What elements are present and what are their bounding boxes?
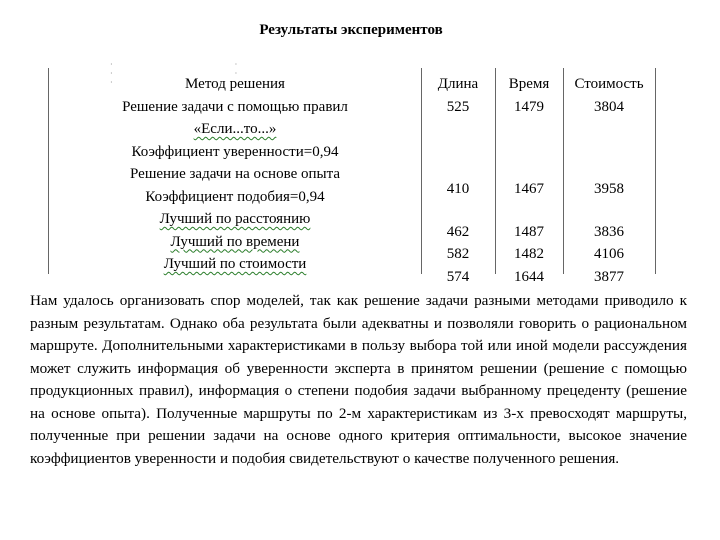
paragraph-text: Нам удалось организовать спор моделей, так как решение задачи разными методами приводило к разным результатам. Однако оба результата были адекватны и позволяли говорить о рациональном маршруте. Дополнительными характеристиками в пользу выбора той или иной модели рассуждения может служить информация об уверенности эксперта в принятом решении (решение с помощью продукционных правил), информация о степени подобия задачи выбранному прецеденту (решение на основе опыта). Полученные маршруты по 2-м характеристикам из 3-х превосходят маршруты, полученные при решении задачи на основе одного критерия оптимальности, высокое значение коэффициентов уверенности и подобия свидетельствуют о качестве полученного решения. (30, 292, 687, 467)
table-cell-time: 1479 (514, 98, 544, 115)
scan-artifact: · · · · · (110, 60, 298, 87)
page-title: Результаты экспериментов (259, 22, 443, 38)
time-column (495, 73, 563, 288)
column-header-method: Метод решения (185, 76, 285, 92)
table-cell-time: 1482 (514, 246, 544, 262)
column-header-cost: Стоимость (574, 76, 644, 92)
table-cell-cost: 3877 (594, 268, 624, 285)
table-cell-method: Коэффициент уверенности=0,94 (131, 143, 339, 160)
method-column (60, 73, 410, 276)
table-cell-length: 574 (446, 268, 470, 285)
table-cell-method: Лучший по времени (170, 233, 300, 250)
table-cell-cost: 3836 (594, 223, 624, 240)
table-cell-time: 1487 (514, 223, 544, 240)
table-cell-length: 525 (446, 98, 470, 115)
table-border-right (655, 68, 656, 274)
table-cell-method: «Если...то...» (193, 121, 277, 137)
table-cell-length: 462 (446, 223, 470, 240)
table-cell-method: Лучший по стоимости (163, 256, 307, 272)
table-cell-method: Лучший по расстоянию (159, 211, 311, 227)
table-cell-length: 410 (446, 181, 470, 197)
table-cell-cost: 4106 (594, 246, 624, 262)
column-header-time: Время (508, 76, 550, 92)
table-cell-method: Коэффициент подобия=0,94 (145, 188, 325, 205)
table-border-left (48, 68, 49, 274)
table-cell-time: 1644 (514, 268, 544, 285)
cost-column (563, 73, 655, 288)
table-cell-method: Решение задачи с помощью правил (122, 98, 348, 115)
table-cell-method: Решение задачи на основе опыта (130, 166, 340, 182)
table-cell-length: 582 (446, 246, 470, 262)
column-header-length: Длина (437, 76, 479, 92)
table-cell-cost: 3804 (594, 98, 624, 115)
body-paragraph (30, 290, 687, 470)
table-cell-time: 1467 (514, 181, 544, 197)
length-column (421, 73, 495, 288)
table-cell-cost: 3958 (594, 181, 624, 197)
